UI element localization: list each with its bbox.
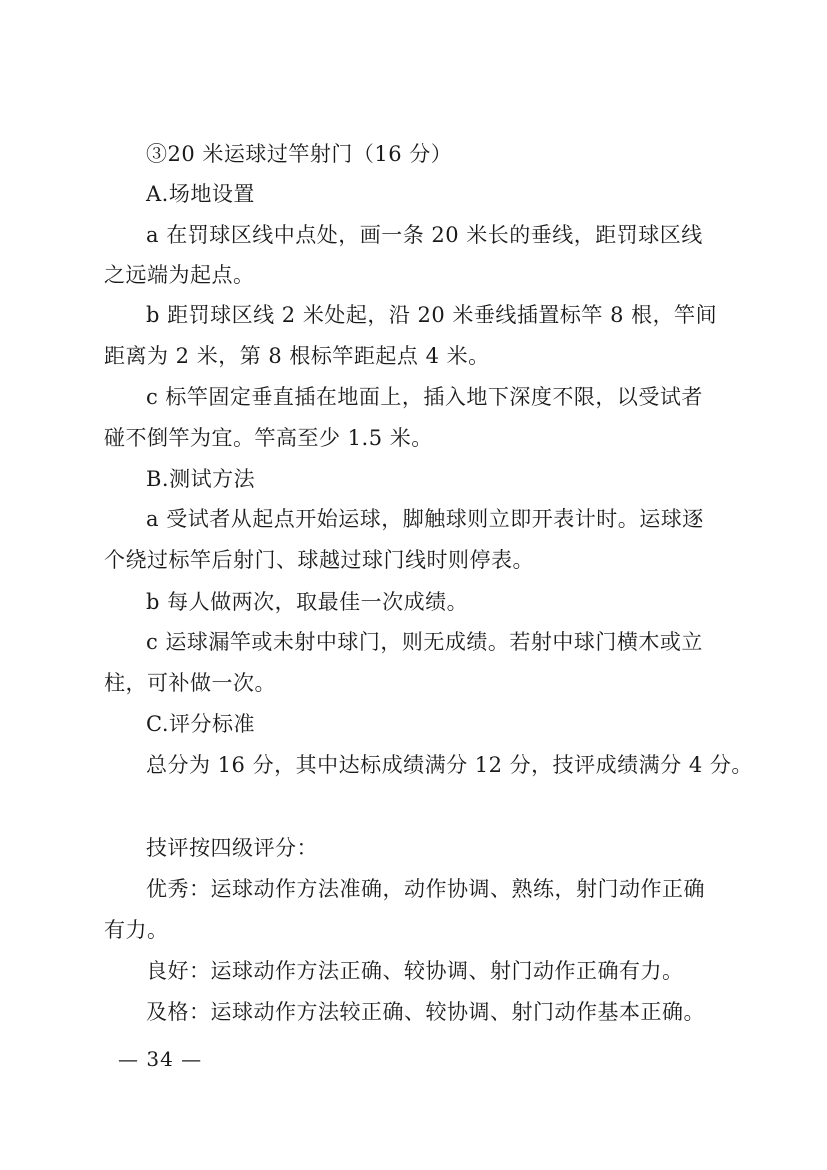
page-number: — 34 — [118, 1047, 203, 1071]
paragraph-line: 有力。 [104, 918, 169, 942]
paragraph-line: 良好：运球动作方法正确、较协调、射门动作正确有力。 [146, 959, 684, 983]
paragraph-line: b 每人做两次，取最佳一次成绩。 [146, 590, 469, 614]
paragraph-line: 总分为 16 分，其中达标成绩满分 12 分，技评成绩满分 4 分。 [146, 753, 753, 777]
paragraph-line: c 标竿固定垂直插在地面上，插入地下深度不限，以受试者 [146, 385, 703, 409]
paragraph-line: 及格：运球动作方法较正确、较协调、射门动作基本正确。 [146, 1000, 705, 1024]
heading-scoring-standard: C.评分标准 [146, 712, 255, 736]
paragraph-line: 距离为 2 米，第 8 根标竿距起点 4 米。 [104, 344, 490, 368]
heading-test-method: B.测试方法 [146, 467, 256, 491]
paragraph-line: 柱，可补做一次。 [104, 671, 276, 695]
heading-site-setup: A.场地设置 [146, 182, 255, 206]
paragraph-line: 优秀：运球动作方法准确，动作协调、熟练，射门动作正确 [146, 877, 705, 901]
paragraph-line: 之远端为起点。 [104, 263, 255, 287]
section-title: ③20 米运球过竿射门（16 分） [146, 142, 453, 166]
paragraph-line: 碰不倒竿为宜。竿高至少 1.5 米。 [104, 426, 433, 450]
paragraph-line: c 运球漏竿或未射中球门，则无成绩。若射中球门横木或立 [146, 630, 703, 654]
paragraph-line: a 在罚球区线中点处，画一条 20 米长的垂线，距罚球区线 [146, 223, 703, 247]
paragraph-line: b 距罚球区线 2 米处起，沿 20 米垂线插置标竿 8 根，竿间 [146, 303, 718, 327]
paragraph-line: 个绕过标竿后射门、球越过球门线时则停表。 [104, 548, 534, 572]
paragraph-line: a 受试者从起点开始运球，脚触球则立即开表计时。运球逐 [146, 507, 704, 531]
paragraph-line: 技评按四级评分： [146, 836, 318, 860]
